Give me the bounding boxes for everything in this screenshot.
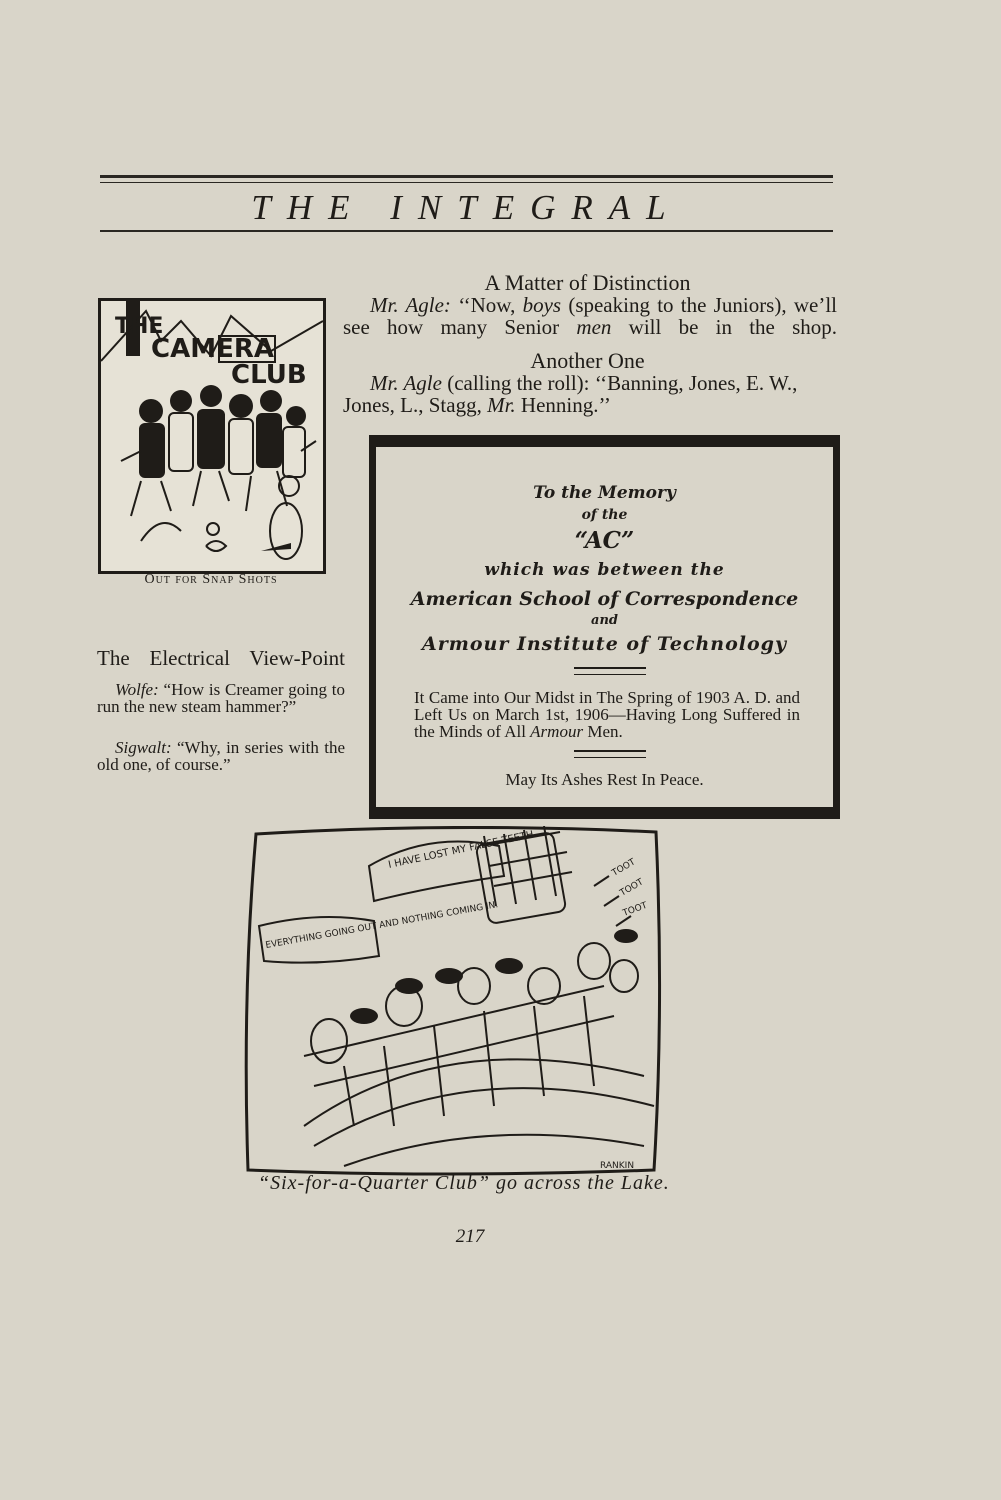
viewpoint-speaker-2: Sigwalt: — [115, 738, 172, 757]
another-mr: Mr. — [487, 393, 516, 417]
memorial-body — [414, 689, 800, 740]
svg-text:THE: THE — [115, 314, 164, 339]
another-speaker: Mr. Agle — [370, 371, 442, 395]
another-q2: Henning.’’ — [515, 393, 611, 417]
top-rule-2 — [100, 182, 833, 183]
memorial-line-5: American School of Correspondence — [410, 588, 799, 610]
memorial-divider-1 — [574, 667, 646, 675]
cartoon-bubble-2: EVERYTHING GOING OUT AND NOTHING COMING IN. — [264, 900, 500, 951]
memorial-body-a: It Came into Our Midst in The Spring of 1903 A. D. and Left Us on March 1st, 1906—Having Long Suffered in the Minds of All — [414, 688, 800, 741]
viewpoint-para-1 — [97, 681, 345, 715]
cartoon-toot-3: TOOT — [621, 900, 649, 919]
matter-body — [343, 294, 837, 338]
cartoon-bubble-1: I HAVE LOST MY FALSE TEETH. — [387, 828, 538, 871]
memorial-line-1: To the Memory — [533, 483, 676, 503]
memorial-divider-2 — [574, 750, 646, 758]
cartoon-caption: “Six-for-a-Quarter Club” go across the Lake. — [258, 1172, 670, 1194]
cartoon-toot-1: TOOT — [610, 857, 638, 879]
cartoon-signature: RANKIN — [600, 1161, 635, 1171]
memorial-line-2: of the — [581, 507, 628, 523]
svg-text:CAMERA: CAMERA — [151, 334, 274, 364]
memorial-body-b: Men. — [583, 722, 623, 741]
page-number: 217 — [455, 1226, 485, 1247]
cartoon-drawing — [244, 826, 662, 1176]
camera-club-illustration — [98, 298, 326, 574]
memorial-closing: May Its Ashes Rest In Peace. — [505, 770, 704, 789]
matter-title: A Matter of Distinction — [484, 270, 691, 295]
masthead: THE INTEGRAL — [251, 188, 682, 227]
memorial-notice — [369, 435, 840, 819]
top-rule-1 — [100, 175, 833, 178]
matter-q1: ‘‘Now, — [458, 293, 523, 317]
memorial-line-3: “AC” — [574, 527, 635, 554]
svg-text:CLUB: CLUB — [231, 360, 307, 390]
masthead-underline — [100, 230, 833, 232]
cartoon-toot-2: TOOT — [618, 877, 646, 899]
memorial-line-6: and — [591, 613, 618, 628]
another-q1: (calling the roll): ‘‘Banning, Jones, E. W., Jones, L., Stagg, — [343, 371, 798, 417]
memorial-body-armour: Armour — [530, 722, 584, 741]
camera-club-drawing — [101, 301, 323, 571]
viewpoint-title: The Electrical View-Point — [97, 646, 345, 670]
another-title: Another One — [530, 348, 645, 373]
matter-boys: boys — [522, 293, 562, 317]
matter-q3: will be in the shop. — [611, 315, 838, 339]
viewpoint-line-2: “Why, in series with the old one, of course.” — [97, 738, 345, 774]
matter-speaker: Mr. Agle: — [370, 293, 451, 317]
six-for-a-quarter-cartoon — [244, 826, 662, 1176]
viewpoint-para-2 — [97, 739, 345, 773]
memorial-line-4: which was between the — [484, 560, 725, 580]
viewpoint-speaker-1: Wolfe: — [115, 680, 159, 699]
viewpoint-line-1: “How is Creamer going to run the new steam hammer?” — [97, 680, 345, 716]
another-body — [343, 372, 837, 416]
memorial-line-7: Armour Institute of Technology — [421, 633, 788, 655]
matter-q2: (speaking to the Juniors), we’ll see how many Senior — [343, 293, 837, 339]
camera-caption: Out for Snap Shots — [144, 572, 278, 587]
matter-men: men — [576, 315, 612, 339]
